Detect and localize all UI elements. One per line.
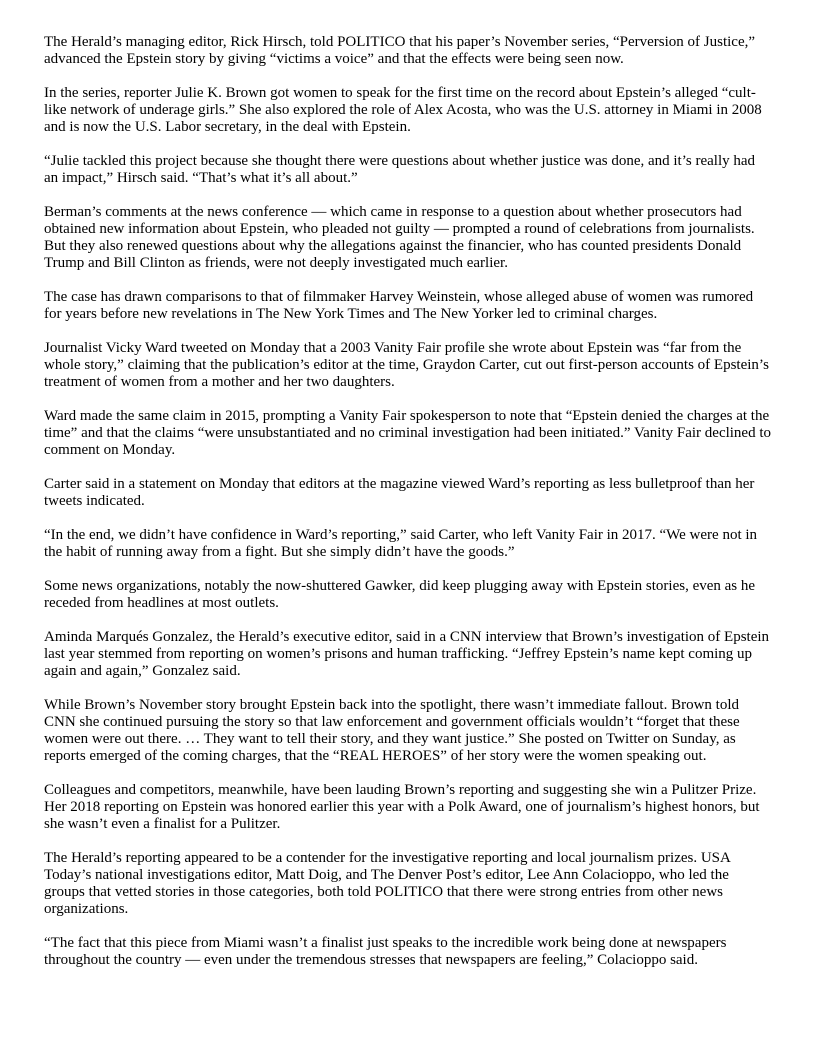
article-paragraph: “The fact that this piece from Miami wasn’t a finalist just speaks to the incredible work being done at newspapers throughout the country — even under the tremendous stresses that newspapers are feeling,” Colacioppo said. [44, 935, 727, 968]
article-paragraph: The Herald’s managing editor, Rick Hirsch, told POLITICO that his paper’s November series, “Perversion of Justice,” advanced the Epstein story by giving “victims a voice” and that the effects were being seen now. [44, 34, 756, 67]
article-paragraph: Aminda Marqués Gonzalez, the Herald’s executive editor, said in a CNN interview that Brown’s investigation of Epstein last year stemmed from reporting on women’s prisons and human trafficking. “Jeffrey Epstein’s name kept coming up again and again,” Gonzalez said. [44, 629, 770, 679]
article-paragraph: Colleagues and competitors, meanwhile, have been lauding Brown’s reporting and suggesting she win a Pulitzer Prize. Her 2018 reporting on Epstein was honored earlier this year with a Polk Award, one of journalism’s highest honors, but she wasn’t even a finalist for a Pulitzer. [44, 782, 760, 832]
article-paragraph: The case has drawn comparisons to that of filmmaker Harvey Weinstein, whose alleged abuse of women was rumored for years before new revelations in The New York Times and The New Yorker led to criminal charges. [44, 289, 754, 322]
article-paragraph: While Brown’s November story brought Epstein back into the spotlight, there wasn’t immediate fallout. Brown told CNN she continued pursuing the story so that law enforcement and government officials wouldn’t “forget that these women were out there. … They want to tell their story, and they want justice.” She posted on Twitter on Sunday, as reports emerged of the coming charges, that the “REAL HEROES” of her story were the women speaking out. [44, 697, 740, 764]
article-paragraph: Journalist Vicky Ward tweeted on Monday that a 2003 Vanity Fair profile she wrote about Epstein was “far from the whole story,” claiming that the publication’s editor at the time, Graydon Carter, cut out first-person accounts of Epstein’s treatment of women from a mother and her two daughters. [44, 340, 769, 390]
article-paragraph: In the series, reporter Julie K. Brown got women to speak for the first time on the record about Epstein’s alleged “cult-like network of underage girls.” She also explored the role of Alex Acosta, who was the U.S. attorney in Miami in 2008 and is now the U.S. Labor secretary, in the deal with Epstein. [44, 85, 762, 135]
article-paragraph: The Herald’s reporting appeared to be a contender for the investigative reporting and local journalism prizes. USA Today’s national investigations editor, Matt Doig, and The Denver Post’s editor, Lee Ann Colacioppo, who led the groups that vetted stories in those categories, both told POLITICO that there were strong entries from other news organizations. [44, 850, 731, 917]
article-paragraph: Ward made the same claim in 2015, prompting a Vanity Fair spokesperson to note that “Epstein denied the charges at the time” and that the claims “were unsubstantiated and no criminal investigation had been initiated.” Vanity Fair declined to comment on Monday. [44, 408, 772, 458]
article-paragraph: Carter said in a statement on Monday that editors at the magazine viewed Ward’s reporting as less bulletproof than her tweets indicated. [44, 476, 755, 509]
article-paragraph: Some news organizations, notably the now-shuttered Gawker, did keep plugging away with Epstein stories, even as he receded from headlines at most outlets. [44, 578, 756, 611]
article-paragraph: “In the end, we didn’t have confidence in Ward’s reporting,” said Carter, who left Vanity Fair in 2017. “We were not in the habit of running away from a fight. But she simply didn’t have the goods.” [44, 527, 758, 560]
article-paragraph: Berman’s comments at the news conference — which came in response to a question about whether prosecutors had obtained new information about Epstein, who pleaded not guilty — prompted a round of celebrations from journalists. But they also renewed questions about why the allegations against the financier, who has counted presidents Donald Trump and Bill Clinton as friends, were not deeply investigated much earlier. [44, 204, 755, 271]
article-paragraph: “Julie tackled this project because she thought there were questions about whether justice was done, and it’s really had an impact,” Hirsch said. “That’s what it’s all about.” [44, 153, 756, 186]
